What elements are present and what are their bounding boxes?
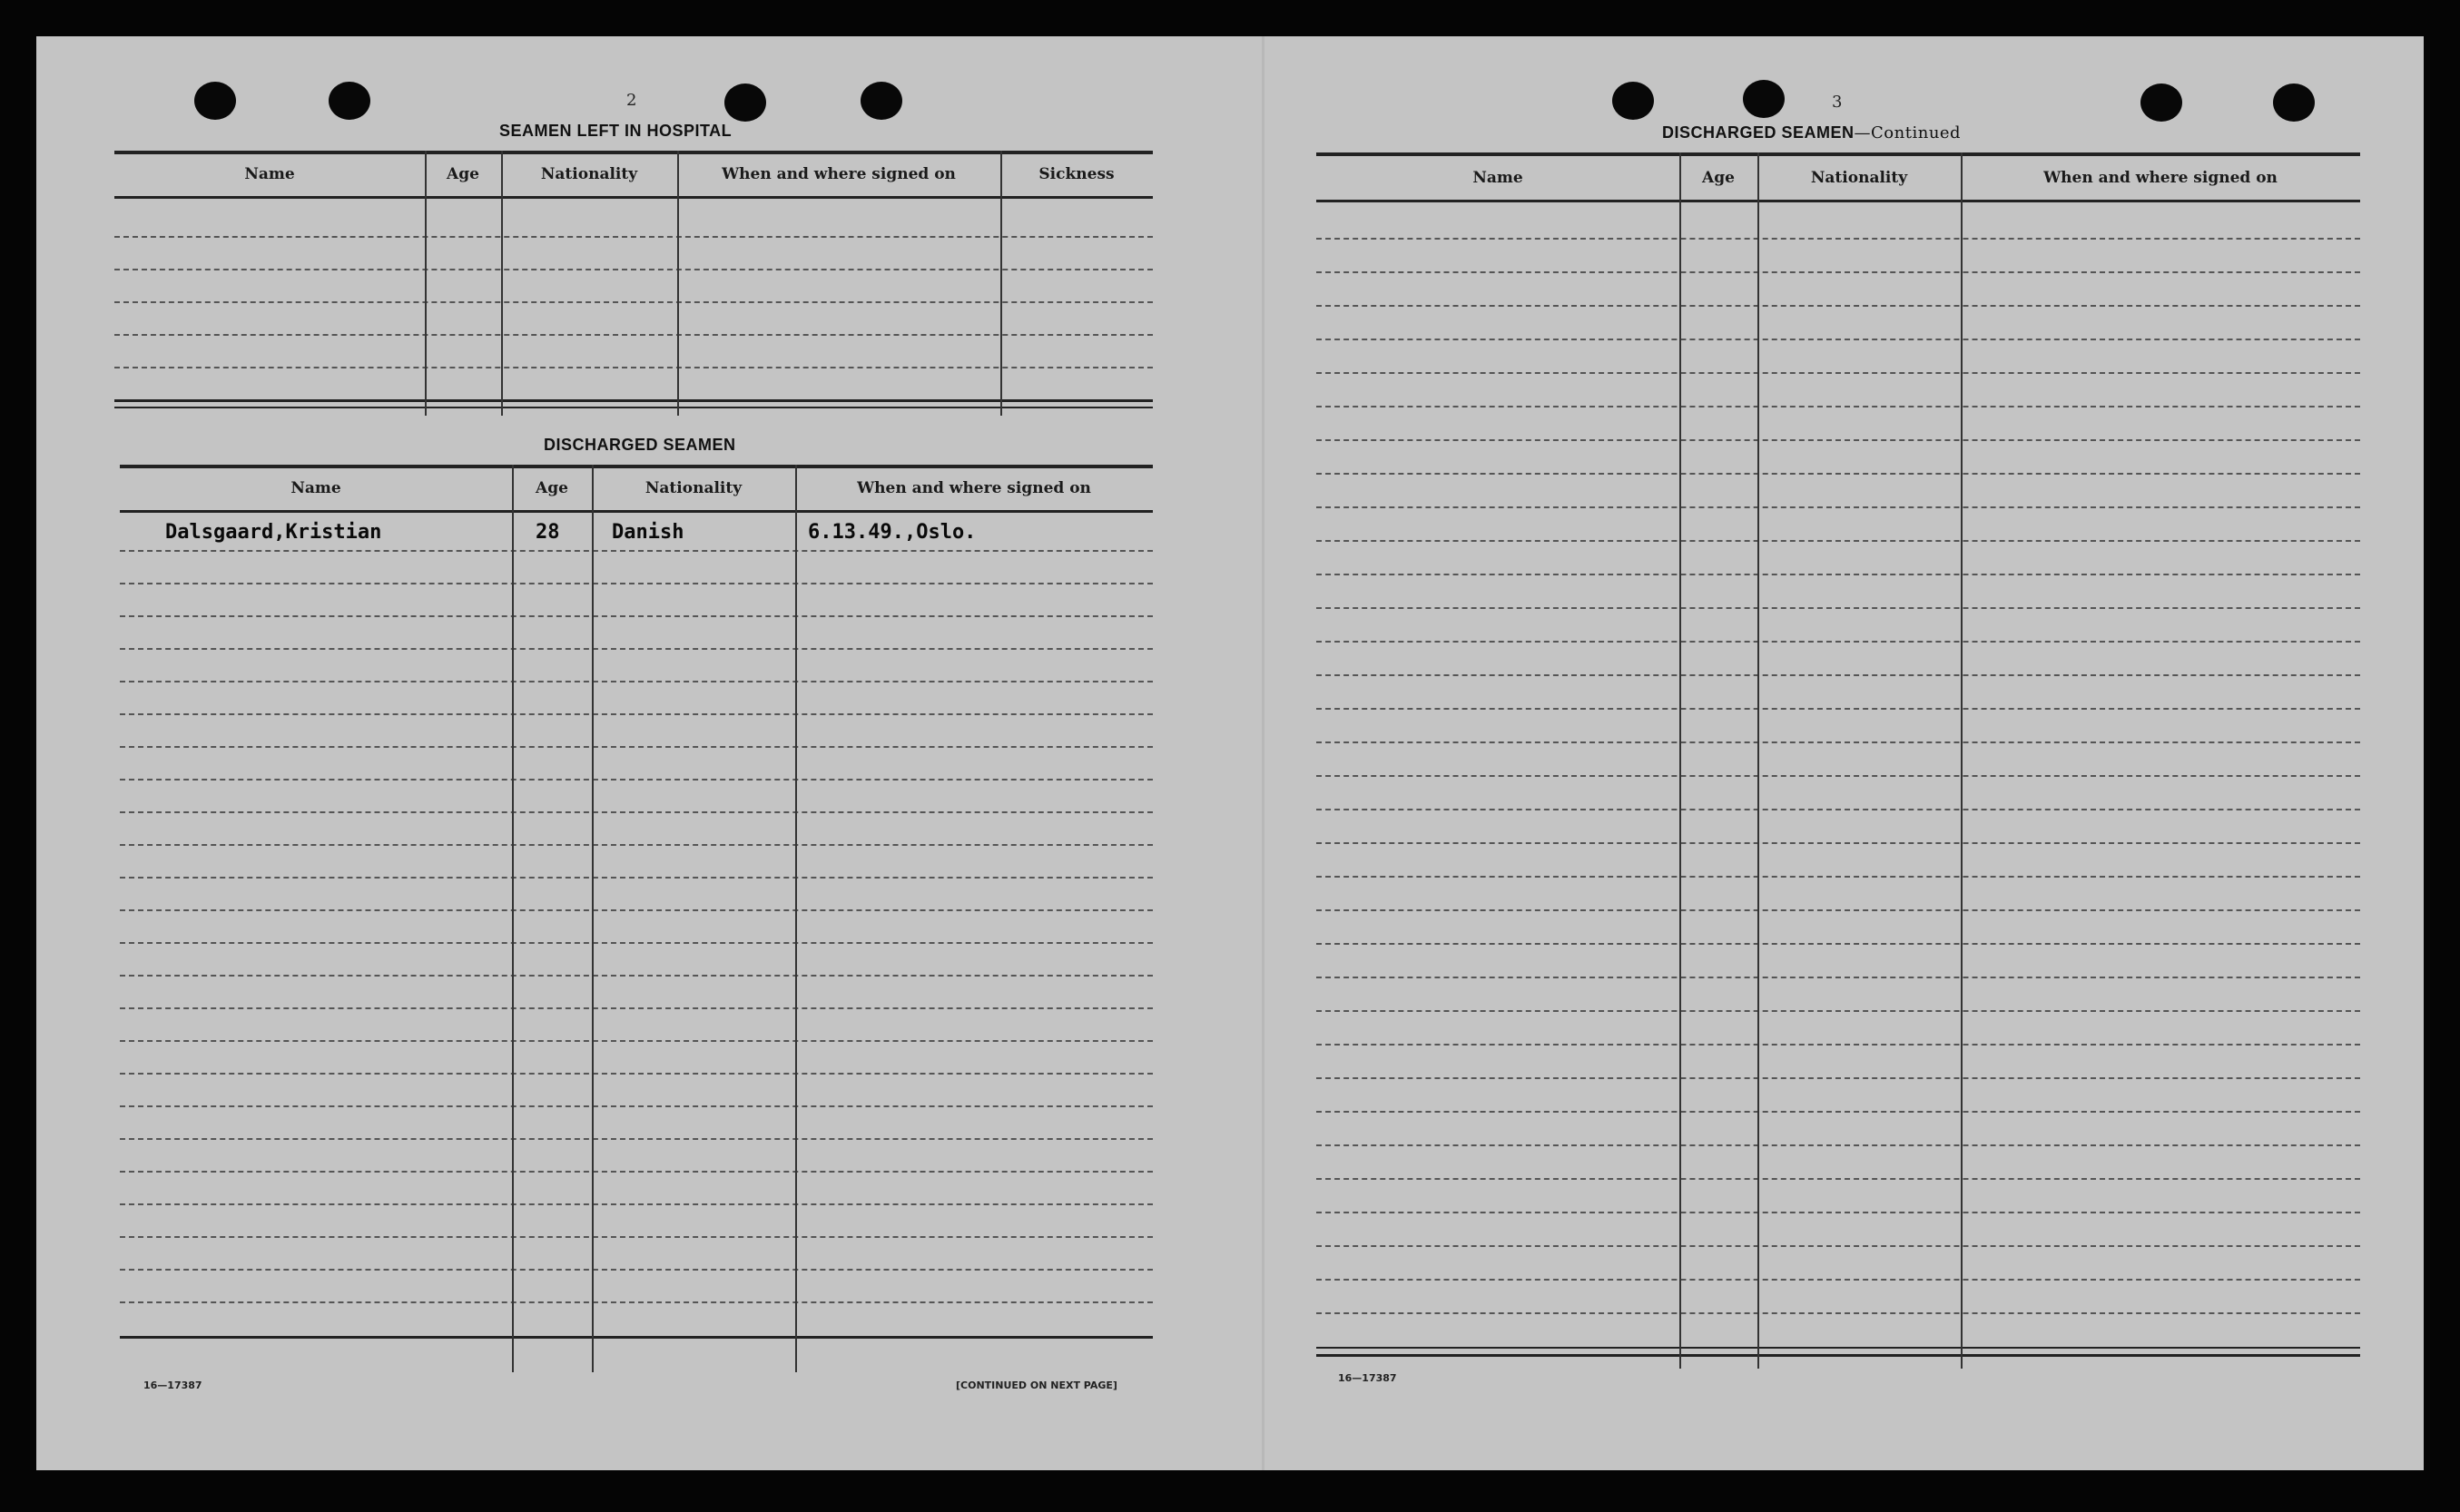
form-number-right: 16—17387 [1338, 1372, 1397, 1384]
col-header-name: Name [244, 165, 295, 183]
continued-note: [CONTINUED ON NEXT PAGE] [956, 1379, 1117, 1391]
punch-hole [2273, 83, 2315, 122]
discharged-continued-title [1662, 123, 1961, 142]
col-header-name: Name [1472, 169, 1523, 187]
col-header-age: Age [536, 479, 568, 497]
punch-hole [329, 82, 370, 120]
form-number-left: 16—17387 [143, 1379, 202, 1391]
seaman-signed-on-cell: 6.13.49.,Oslo. [808, 521, 977, 544]
punch-hole [861, 82, 902, 120]
continued-suffix: —Continued [1854, 123, 1962, 142]
hospital-table [114, 151, 1153, 416]
seaman-age-cell: 28 [536, 521, 560, 544]
document-sheet [36, 36, 2424, 1470]
punch-hole [1743, 80, 1785, 118]
seaman-name-cell: Dalsgaard,Kristian [165, 521, 382, 544]
hospital-section-title: SEAMEN LEFT IN HOSPITAL [499, 122, 733, 140]
discharged-continued-table [1316, 152, 2360, 1369]
col-header-age: Age [447, 165, 479, 183]
col-header-signed-on: When and where signed on [857, 479, 1091, 497]
page-number-right: 3 [1832, 93, 1843, 112]
col-header-signed-on: When and where signed on [2043, 169, 2278, 187]
punch-hole [724, 83, 766, 122]
col-header-sickness: Sickness [1038, 165, 1115, 183]
seaman-nationality-cell: Danish [612, 521, 684, 544]
center-fold [1262, 36, 1264, 1470]
discharged-table [120, 465, 1153, 1372]
col-header-name: Name [290, 479, 341, 497]
col-header-nationality: Nationality [1810, 169, 1908, 187]
col-header-nationality: Nationality [645, 479, 743, 497]
punch-hole [194, 82, 236, 120]
discharged-title-text: DISCHARGED SEAMEN [1662, 123, 1855, 142]
col-header-signed-on: When and where signed on [722, 165, 956, 183]
punch-hole [2140, 83, 2182, 122]
punch-hole [1612, 82, 1654, 120]
page-number-left: 2 [626, 91, 637, 110]
discharged-section-title: DISCHARGED SEAMEN [544, 436, 736, 454]
col-header-nationality: Nationality [540, 165, 638, 183]
col-header-age: Age [1702, 169, 1735, 187]
